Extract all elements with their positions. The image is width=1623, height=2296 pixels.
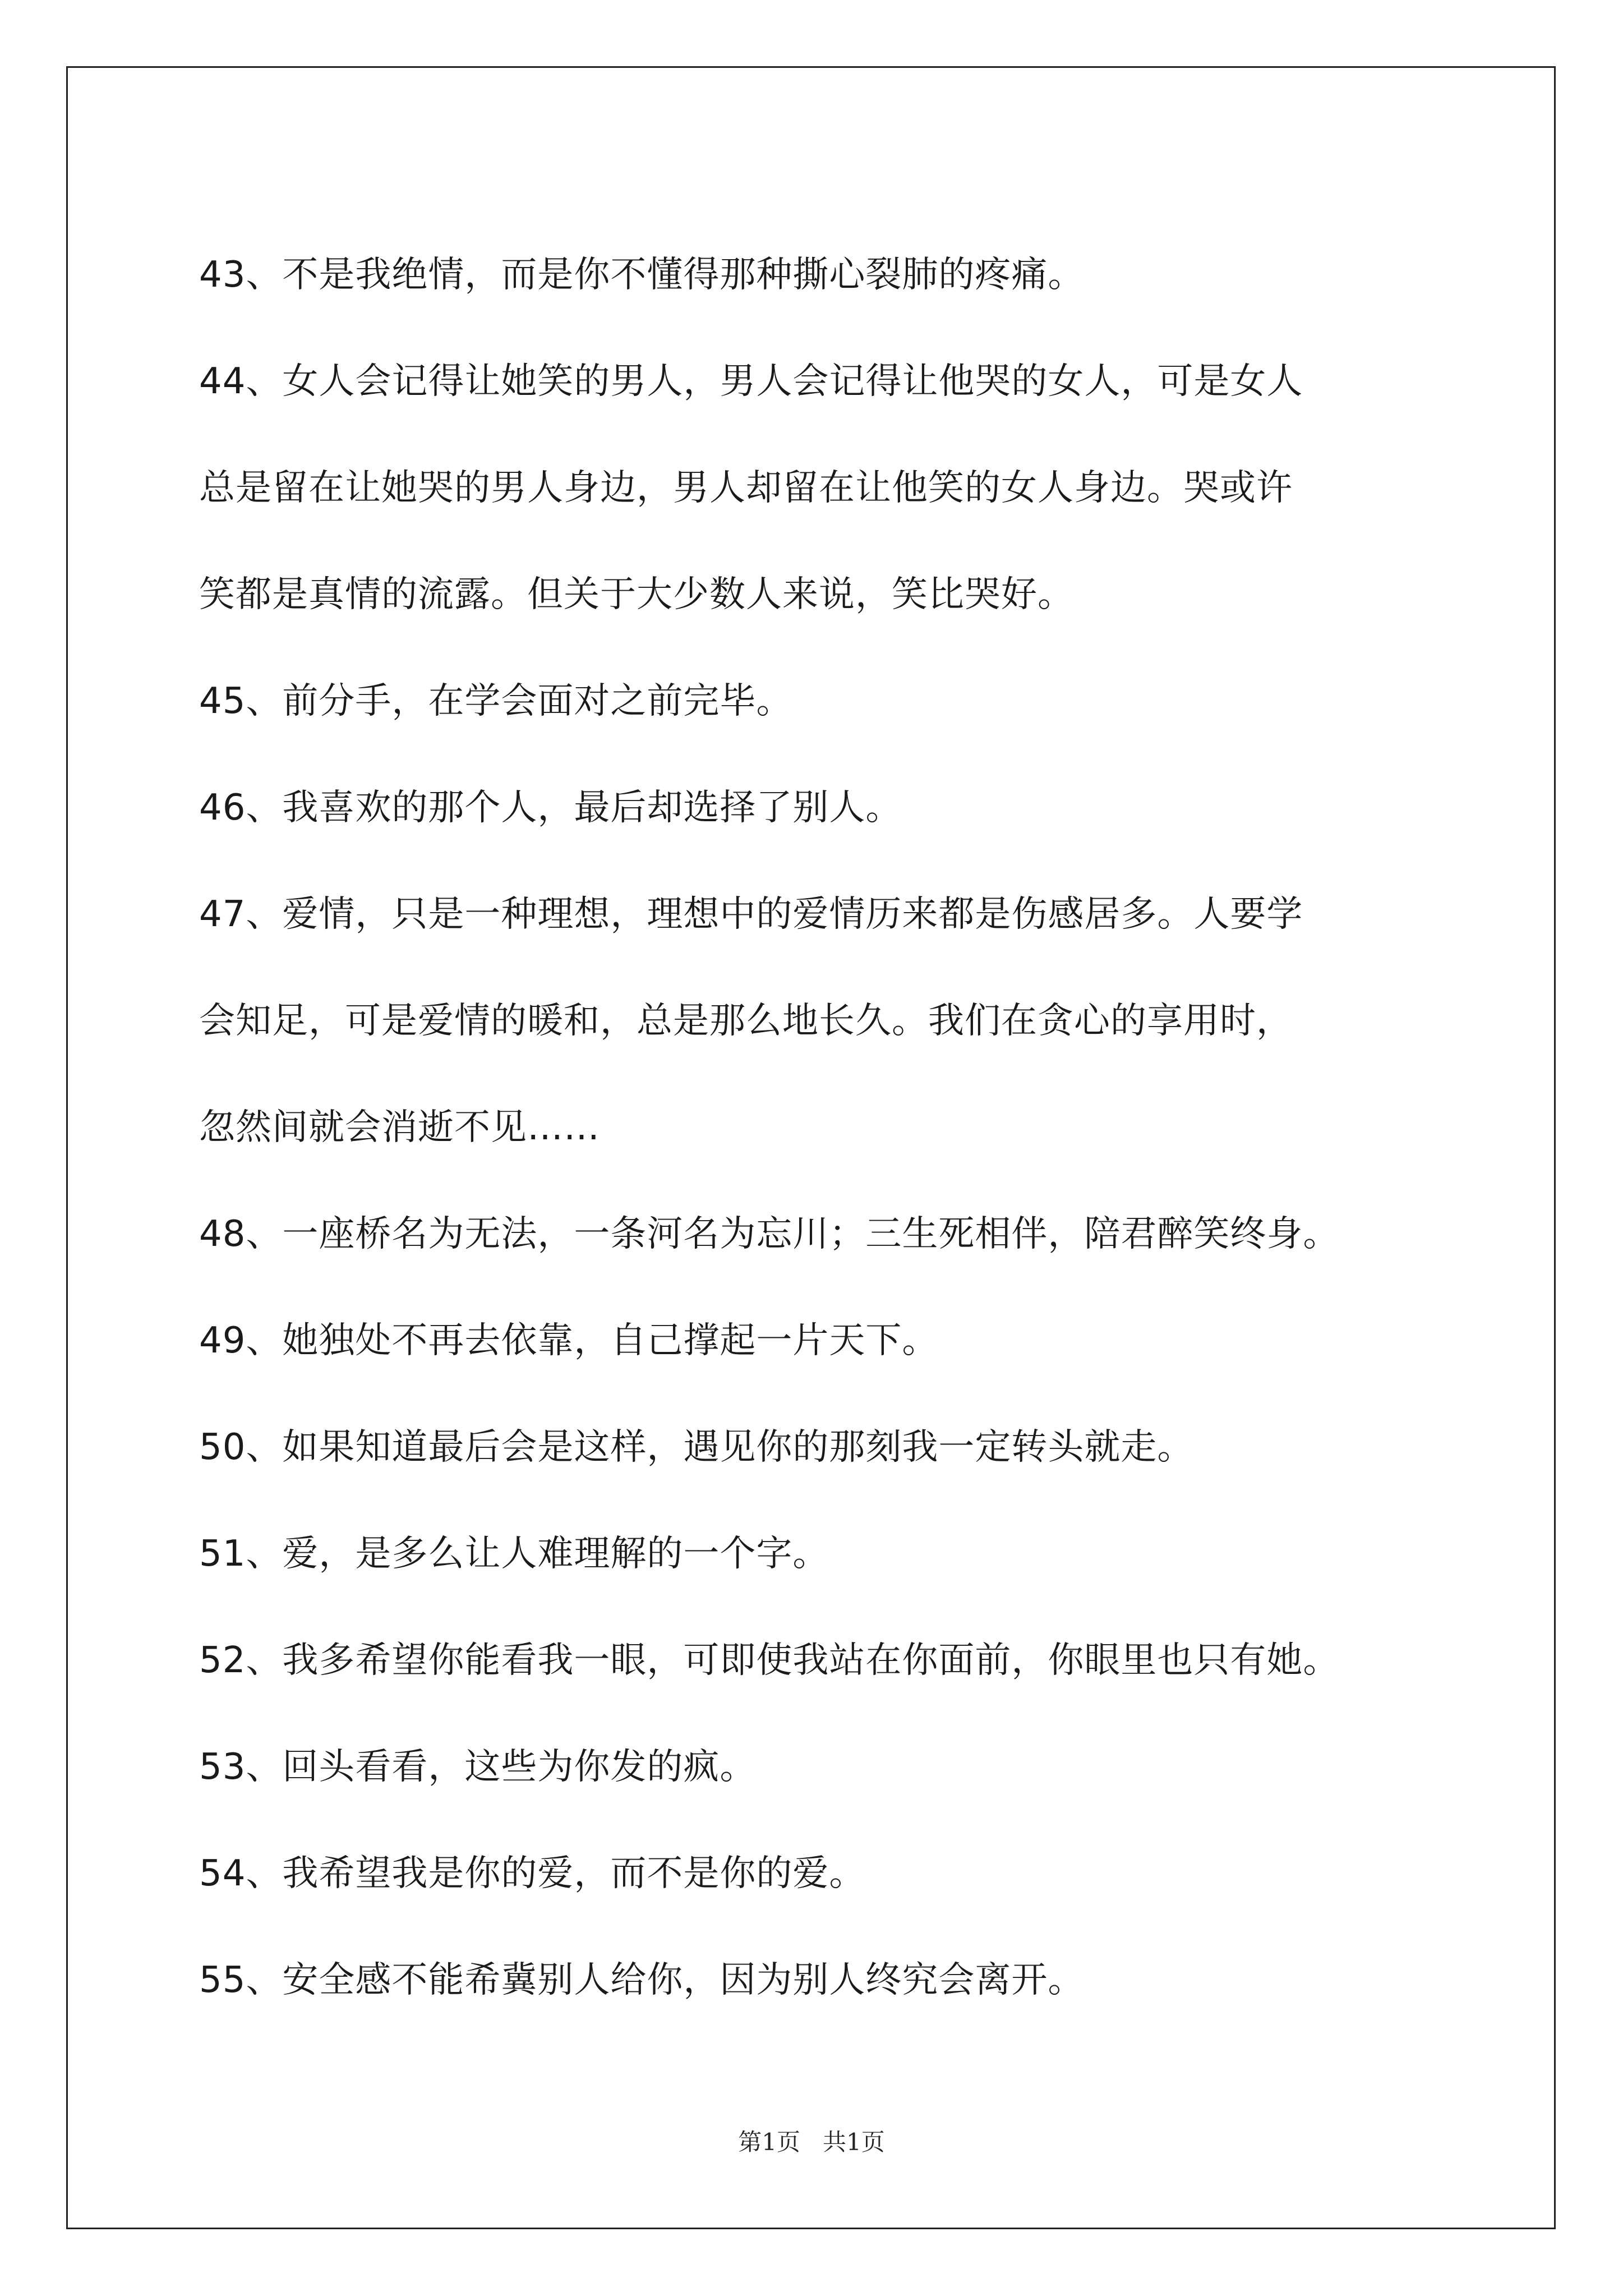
text-line: 55、安全感不能希冀别人给你，因为别人终究会离开。	[199, 1959, 1085, 2001]
text-line: 会知足，可是爱情的暖和，总是那么地长久。我们在贪心的享用时，	[199, 1000, 1293, 1042]
text-line: 52、我多希望你能看我一眼，可即使我站在你面前，你眼里也只有她。	[199, 1640, 1340, 1681]
text-line: 50、如果知道最后会是这样，遇见你的那刻我一定转头就走。	[199, 1427, 1194, 1468]
document-body	[199, 222, 1461, 2033]
text-line: 忽然间就会消逝不见……	[199, 1107, 600, 1148]
text-line: 43、不是我绝情，而是你不懂得那种撕心裂肺的疼痛。	[199, 254, 1085, 296]
text-line: 46、我喜欢的那个人，最后却选择了别人。	[199, 787, 902, 829]
text-line: 53、回头看看，这些为你发的疯。	[199, 1746, 757, 1788]
text-line: 47、爱情，只是一种理想，理想中的爱情历来都是伤感居多。人要学	[199, 894, 1303, 935]
text-line: 总是留在让她哭的男人身边，男人却留在让他笑的女人身边。哭或许	[199, 467, 1293, 509]
text-line: 54、我希望我是你的爱，而不是你的爱。	[199, 1853, 866, 1894]
text-line: 45、前分手，在学会面对之前完毕。	[199, 680, 793, 722]
text-line: 49、她独处不再去依靠，自己撑起一片天下。	[199, 1320, 939, 1361]
text-line: 51、爱，是多么让人难理解的一个字。	[199, 1533, 829, 1575]
page-footer: 第1页 共1页	[738, 2128, 885, 2156]
text-line: 笑都是真情的流露。但关于大少数人来说，笑比哭好。	[199, 574, 1074, 615]
text-line: 44、女人会记得让她笑的男人，男人会记得让他哭的女人，可是女人	[199, 361, 1303, 402]
text-line: 48、一座桥名为无法，一条河名为忘川；三生死相伴，陪君醉笑终身。	[199, 1213, 1340, 1255]
